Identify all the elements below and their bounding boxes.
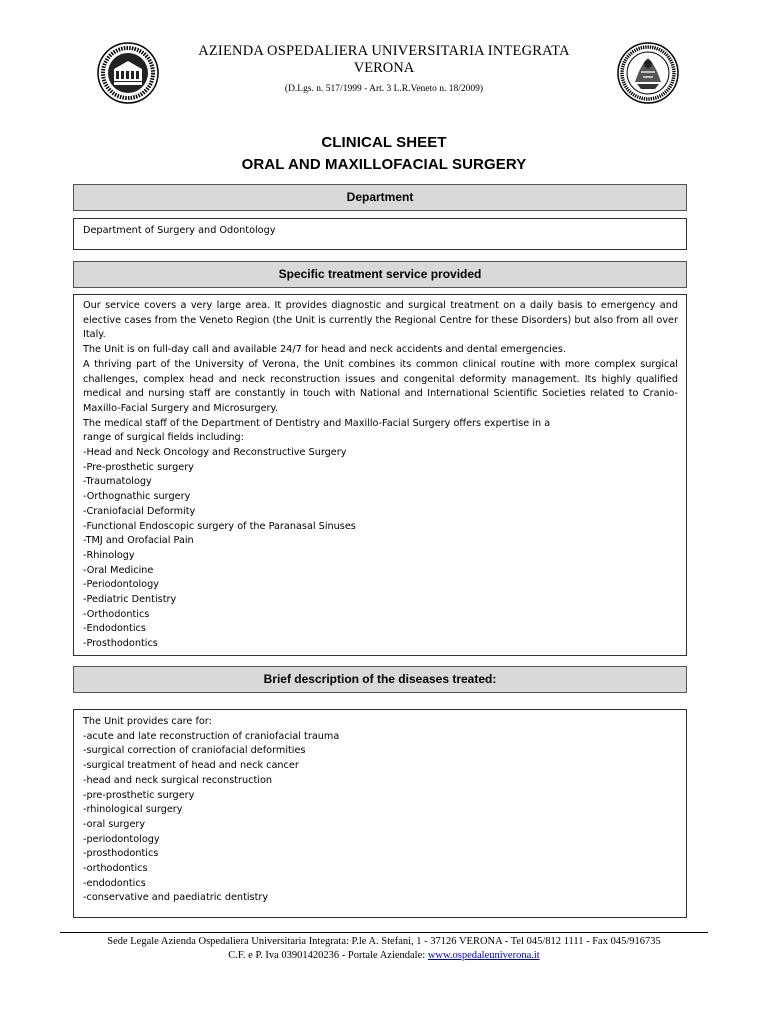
list-item: -TMJ and Orofacial Pain <box>83 535 194 547</box>
diseases-intro: The Unit provides care for: <box>83 716 212 727</box>
footer-tax-text: C.F. e P. Iva 03901420236 - Portale Aziendale: <box>228 949 428 961</box>
list-item: -rhinological surgery <box>83 804 183 816</box>
diseases-box <box>73 709 687 918</box>
list-item: -Pre-prosthetic surgery <box>83 461 194 473</box>
department-heading: Department <box>73 184 687 211</box>
diseases-list <box>83 730 678 906</box>
document-footer <box>60 932 708 962</box>
list-item: -oral surgery <box>83 818 146 830</box>
department-text: Department of Surgery and Odontology <box>83 225 276 236</box>
organization-city: VERONA <box>353 60 415 76</box>
list-item: -prosthodontics <box>83 848 159 860</box>
document-header <box>0 0 768 110</box>
list-item: -surgical correction of craniofacial deformities <box>83 745 306 757</box>
verona-city-seal-icon <box>617 42 679 104</box>
sheet-subtitle: ORAL AND MAXILLOFACIAL SURGERY <box>241 156 527 173</box>
list-item: -Rhinology <box>83 549 135 561</box>
list-item: -acute and late reconstruction of craniofacial trauma <box>83 730 340 742</box>
service-paragraph: range of surgical fields including: <box>83 432 244 444</box>
service-paragraph: The Unit is on full-day call and available 24/7 for head and neck accidents and dental emergencies. <box>83 344 566 356</box>
list-item: -pre-prosthetic surgery <box>83 789 195 801</box>
organization-name: AZIENDA OSPEDALIERA UNIVERSITARIA INTEGRATA <box>198 43 570 59</box>
footer-address: Sede Legale Azienda Ospedaliera Universitaria Integrata: P.le A. Stefani, 1 - 37126 VERONA - Tel 045/812 1111 - Fax 045/916735 <box>107 936 661 947</box>
hospital-building-seal-icon <box>97 42 159 104</box>
department-box <box>73 218 687 250</box>
service-heading: Specific treatment service provided <box>73 261 687 288</box>
list-item: -periodontology <box>83 833 160 845</box>
list-item: -Prosthodontics <box>83 638 158 650</box>
list-item: -endodontics <box>83 877 146 889</box>
hospital-portal-link[interactable]: www.ospedaleuniverona.it <box>427 949 540 961</box>
list-item: -Functional Endoscopic surgery of the Paranasal Sinuses <box>83 520 356 532</box>
service-box <box>73 294 687 656</box>
list-item: -Craniofacial Deformity <box>83 505 196 517</box>
list-item: -Oral Medicine <box>83 564 154 576</box>
footer-tax-line <box>60 949 708 963</box>
list-item: -conservative and paediatric dentistry <box>83 892 269 904</box>
service-paragraph: A thriving part of the University of Verona, the Unit combines its common clinical routine with more complex surgical challenges, complex head and neck reconstruction issues and congenital deformity management. Its highly qualified medical and nursing staff are constantly in touch with National and International Scientific Societies related to Cranio-Maxillo-Facial Surgery and Microsurgery. <box>83 358 678 414</box>
list-item: -Head and Neck Oncology and Reconstructive Surgery <box>83 447 347 459</box>
list-item: -Orthognathic surgery <box>83 491 191 503</box>
list-item: -Periodontology <box>83 579 159 591</box>
list-item: -head and neck surgical reconstruction <box>83 774 273 786</box>
diseases-heading: Brief description of the diseases treated: <box>73 666 687 693</box>
sheet-title: CLINICAL SHEET <box>321 134 447 151</box>
service-paragraph: Our service covers a very large area. It provides diagnostic and surgical treatment on a daily basis to emergency and elective cases from the Veneto Region (the Unit is currently the Regional Centre for these Disorders) but also from all over Italy. <box>83 300 678 341</box>
list-item: -Pediatric Dentistry <box>83 594 177 606</box>
service-paragraph: The medical staff of the Department of Dentistry and Maxillo-Facial Surgery offers expertise in a <box>83 417 551 429</box>
list-item: -orthodontics <box>83 863 148 875</box>
organization-legal-reference: (D.Lgs. n. 517/1999 - Art. 3 L.R.Veneto n. 18/2009) <box>284 84 484 94</box>
list-item: -Orthodontics <box>83 608 150 620</box>
list-item: -Endodontics <box>83 623 146 635</box>
list-item: -Traumatology <box>83 476 152 488</box>
service-list <box>83 446 678 652</box>
list-item: -surgical treatment of head and neck cancer <box>83 760 299 772</box>
